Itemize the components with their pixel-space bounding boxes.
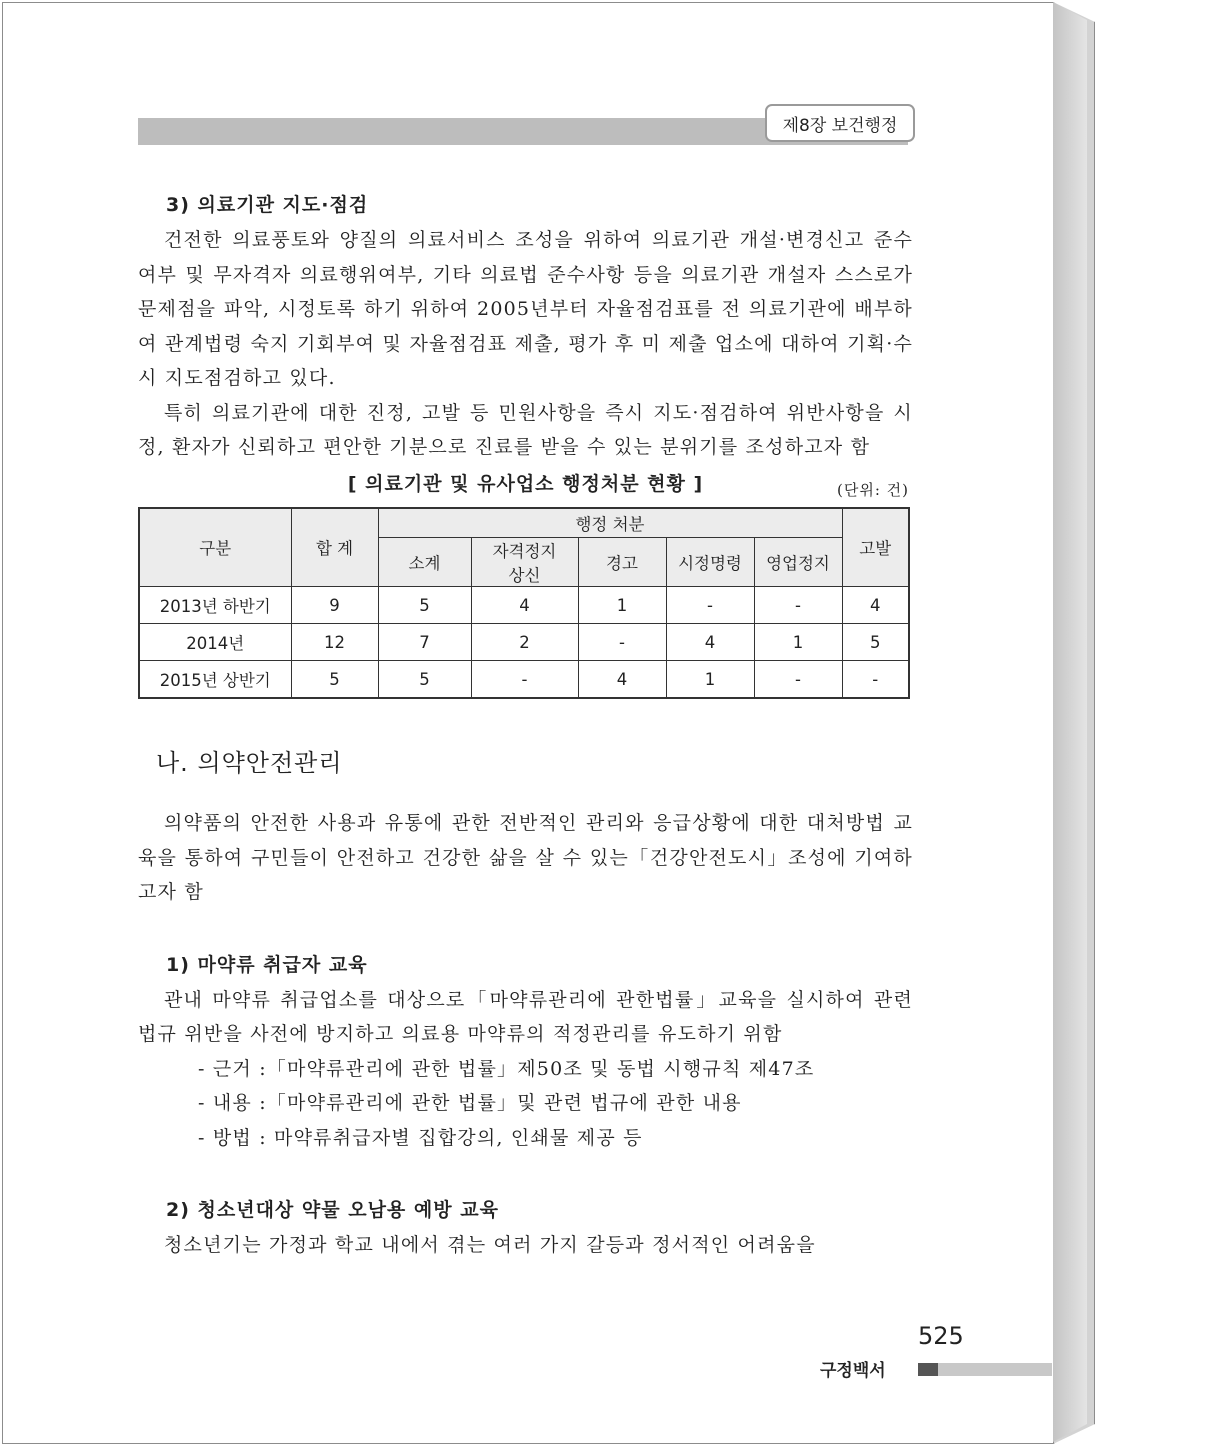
paragraph: 관내 마약류 취급업소를 대상으로「마약류관리에 관한법률」교육을 실시하여 관련 법규 위반을 사전에 방지하고 의료용 마약류의 적정관리를 유도하기 위함 (138, 988, 913, 1045)
cell-warning: - (578, 624, 666, 661)
cell-suspension: 2 (471, 624, 578, 661)
book-title: 구정백서 (820, 1361, 886, 1381)
header-category: 구분 (139, 508, 291, 587)
paragraph: 건전한 의료풍토와 양질의 의료서비스 조성을 위하여 의료기관 개설·변경신고 준수 여부 및 무자격자 의료행위여부, 기타 의료법 준수사항 등을 의료기관 개설자 스스로가 문제점을 파악, 시정토록 하기 위하여 2005년부터 자율점검표를 전 의료기관에 배부하여 관계법령 숙지 기회부여 및 자율점검표 제출, 평가 후 미 제출 업소에 대하여 기획·수시 지도점검하고 있다. (138, 229, 913, 389)
page-edge-shade (1053, 2, 1087, 1442)
header-business-suspension: 영업정지 (754, 538, 842, 587)
subsection-heading-youth-drug-abuse: 2) 청소년대상 약물 오남용 예방 교육 (166, 1199, 499, 1221)
cell-total: 9 (291, 587, 378, 624)
header-correction-order: 시정명령 (666, 538, 754, 587)
header-warning: 경고 (578, 538, 666, 587)
cell-suspension: 4 (471, 587, 578, 624)
admin-disposition-table (138, 507, 910, 700)
paragraph: 청소년기는 가정과 학교 내에서 겪는 여러 가지 갈등과 정서적인 어려움을 (164, 1234, 816, 1256)
header-accusation: 고발 (842, 508, 909, 587)
list-item: - 내용 :「마약류관리에 관한 법률」및 관련 법규에 관한 내용 (198, 1092, 742, 1114)
paragraph: 의약품의 안전한 사용과 유통에 관한 전반적인 관리와 응급상황에 대한 대처방법 교육을 통하여 구민들이 안전하고 건강한 삶을 살 수 있는「건강안전도시」조성에 기여하고자 함 (138, 812, 913, 903)
page-number: 525 (918, 1322, 964, 1350)
header-admin-disposition: 행정 처분 (378, 508, 842, 538)
table-title: [ 의료기관 및 유사업소 행정처분 현황 ] (347, 472, 704, 495)
cell-business: 1 (754, 624, 842, 661)
cell-suspension: - (471, 661, 578, 699)
subsection-heading-inspection: 3) 의료기관 지도·점검 (166, 194, 369, 216)
cell-accusation: 4 (842, 587, 909, 624)
cell-order: 4 (666, 624, 754, 661)
cell-warning: 1 (578, 587, 666, 624)
table-row (139, 624, 909, 661)
table-row (139, 661, 909, 699)
header-license-suspension (471, 538, 578, 587)
cell-subtotal: 5 (378, 661, 471, 699)
chapter-tag: 제8장 보건행정 (765, 104, 915, 142)
footer-mark (918, 1363, 938, 1376)
cell-subtotal: 5 (378, 587, 471, 624)
cell-accusation: 5 (842, 624, 909, 661)
header-license-suspension-line2: 상신 (508, 566, 541, 585)
cell-order: - (666, 587, 754, 624)
table-caption (138, 467, 913, 503)
cell-period: 2013년 하반기 (139, 587, 291, 624)
cell-total: 12 (291, 624, 378, 661)
table-row (139, 587, 909, 624)
header-total: 합 계 (291, 508, 378, 587)
subsection-heading-narcotics: 1) 마약류 취급자 교육 (166, 953, 368, 976)
cell-warning: 4 (578, 661, 666, 699)
cell-period: 2014년 (139, 624, 291, 661)
list-item: - 근거 :「마약류관리에 관한 법률」제50조 및 동법 시행규칙 제47조 (198, 1057, 815, 1080)
cell-business: - (754, 587, 842, 624)
paragraph: 특히 의료기관에 대한 진정, 고발 등 민원사항을 즉시 지도·점검하여 위반사항을 시정, 환자가 신뢰하고 편안한 기분으로 진료를 받을 수 있는 분위기를 조성하고자 함 (138, 401, 913, 458)
section-heading-drug-safety: 나. 의약안전관리 (156, 749, 343, 777)
cell-subtotal: 7 (378, 624, 471, 661)
cell-total: 5 (291, 661, 378, 699)
footer-bar (938, 1363, 1052, 1376)
cell-period: 2015년 상반기 (139, 661, 291, 699)
table-unit: (단위: 건) (837, 480, 909, 499)
cell-accusation: - (842, 661, 909, 699)
header-subtotal: 소계 (378, 538, 471, 587)
header-license-suspension-line1: 자격정지 (492, 542, 557, 561)
list-item: - 방법 : 마약류취급자별 집합강의, 인쇄물 제공 등 (198, 1126, 643, 1149)
detail-list (138, 1052, 913, 1156)
cell-order: 1 (666, 661, 754, 699)
page-content (138, 190, 913, 1263)
cell-business: - (754, 661, 842, 699)
